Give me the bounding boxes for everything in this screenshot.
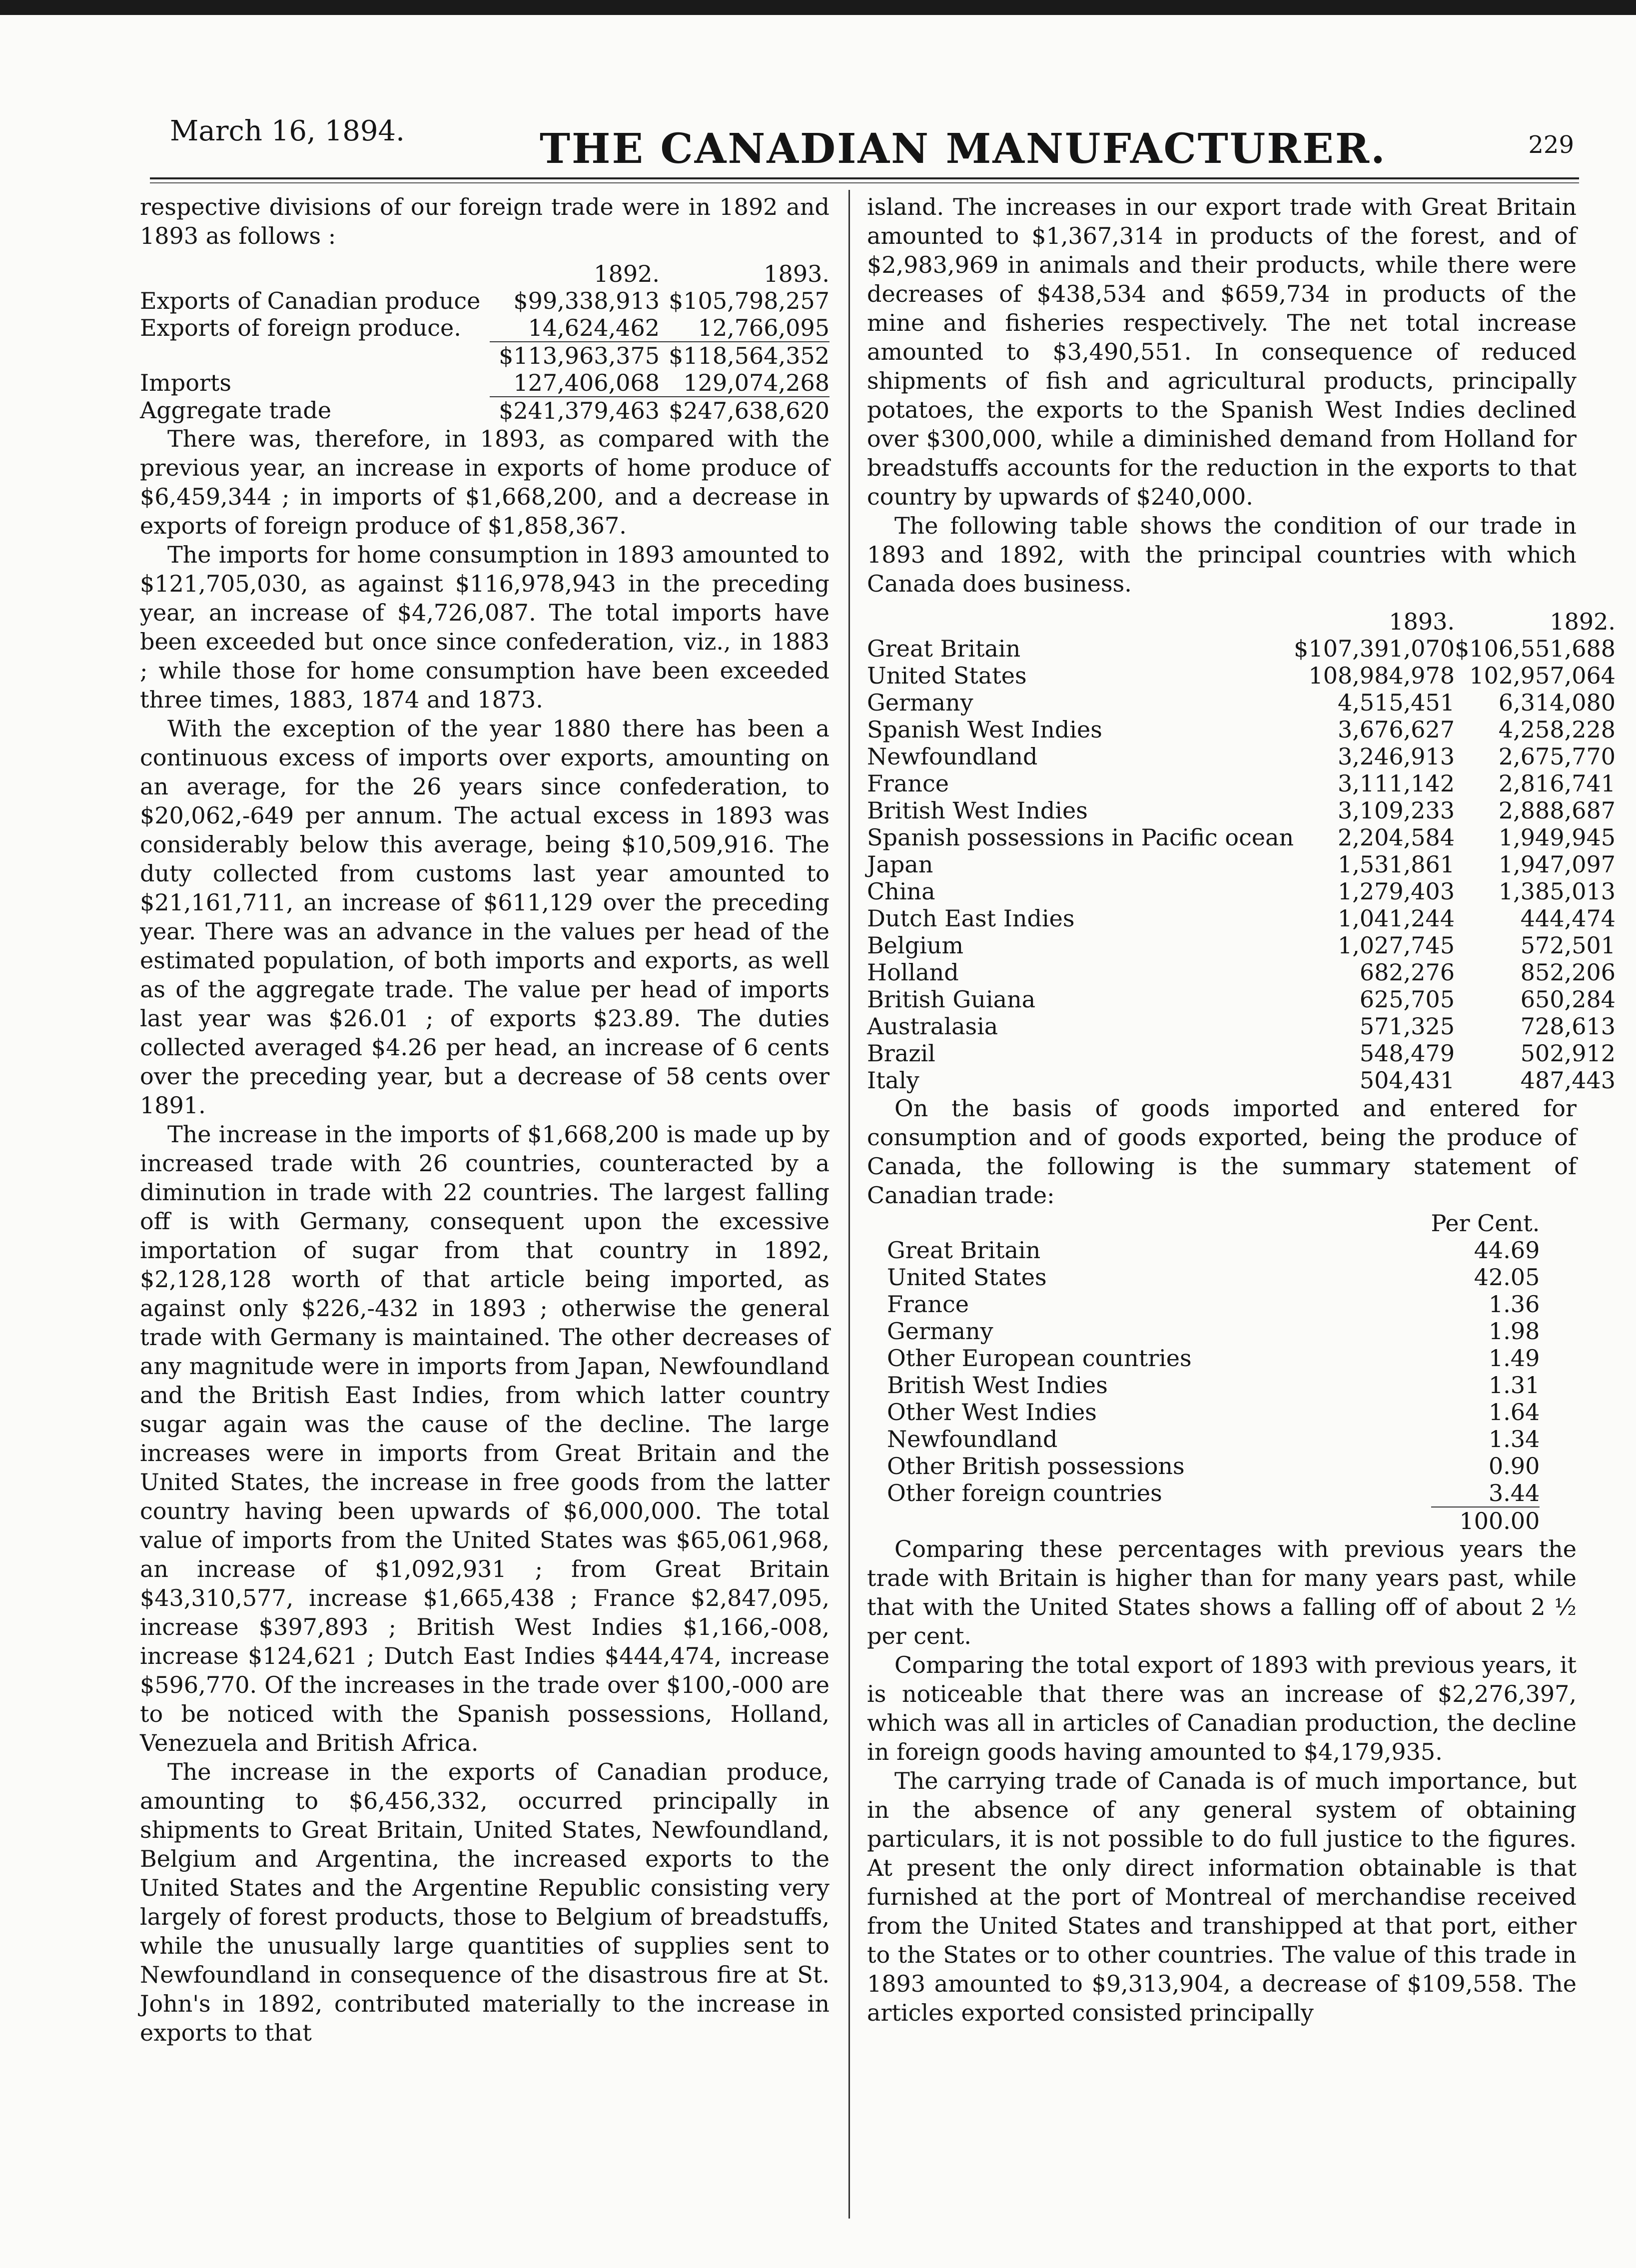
row-label: Imports: [140, 369, 232, 396]
value-1892: 852,206: [1520, 959, 1616, 986]
table-row: [867, 878, 1616, 905]
country-name: Newfoundland: [867, 743, 1038, 770]
value-1893: 1,279,403: [1337, 878, 1455, 905]
body-paragraph: island. The increases in our export trade with Great Britain amounted to $1,367,314 in products of the forest, and of $2,983,969 in animals and their products, while there were decreases of $438,534 and $659,734 in products of the mine and fisheries respectively. The net total increase amounted to $3,490,551. In consequence of reduced shipments of fish and agricultural products, principally potatoes, the exports to the Spanish West Indies declined over $300,000, while a diminished demand from Holland for breadstuffs accounts for the reduction in the exports to that country by upwards of $240,000.: [867, 193, 1577, 510]
body-paragraph: The imports for home consumption in 1893 amounted to $121,705,030, as against $116,978,943 in the preceding year, an increase of $4,726,087. The total imports have been exceeded but once since confederation, viz., in 1883 ; while those for home consumption have been exceeded three times, 1883, 1874 and 1873.: [140, 541, 829, 713]
col-1893-header: 1893.: [764, 260, 829, 287]
value-1893: 625,705: [1359, 986, 1455, 1013]
country-name: Spanish West Indies: [867, 716, 1102, 743]
table-row: [140, 314, 829, 342]
country-name: Japan: [867, 851, 933, 878]
country-name: British Guiana: [867, 986, 1036, 1013]
value-1893: 108,984,978: [1308, 662, 1455, 689]
percent-value: 1.64: [1488, 1399, 1540, 1426]
percent-total: 100.00: [1431, 1507, 1540, 1534]
row-value-1893: 129,074,268: [683, 369, 829, 396]
value-1893: 3,246,913: [1337, 743, 1455, 770]
country-name: Germany: [867, 689, 973, 716]
value-1893: 1,041,244: [1337, 905, 1455, 932]
table-row: [140, 369, 829, 397]
percent-value: 0.90: [1488, 1453, 1540, 1480]
value-1892: 6,314,080: [1498, 689, 1616, 716]
value-1893: $107,391,070: [1294, 635, 1455, 662]
table-row: [867, 1013, 1616, 1040]
country-name: British West Indies: [867, 797, 1088, 824]
value-1892: 487,443: [1520, 1067, 1616, 1094]
region-name: Other West Indies: [887, 1399, 1097, 1426]
col-1893-header: 1893.: [1389, 608, 1455, 635]
value-1892: 4,258,228: [1498, 716, 1616, 743]
table-row: [887, 1399, 1540, 1426]
issue-date: March 16, 1894.: [170, 115, 405, 147]
column-divider: [848, 190, 850, 2219]
table-row: [867, 1067, 1616, 1094]
row-label: Exports of foreign produce.: [140, 314, 461, 341]
table-row: [867, 743, 1616, 770]
subtotal-row: [140, 342, 829, 369]
table-row: [887, 1426, 1540, 1453]
country-name: China: [867, 878, 935, 905]
left-column: [140, 192, 829, 2047]
value-1892: 572,501: [1520, 932, 1616, 959]
row-value-1893: $247,638,620: [660, 397, 829, 424]
header-rule: [150, 177, 1579, 179]
percent-value: 1.31: [1488, 1372, 1540, 1399]
value-1893: 571,325: [1359, 1013, 1455, 1040]
table-row: [867, 770, 1616, 797]
percent-value: 1.49: [1488, 1345, 1540, 1372]
table-row: [867, 797, 1616, 824]
region-name: United States: [887, 1264, 1047, 1291]
percent-value: 3.44: [1488, 1480, 1540, 1507]
table-row: [140, 287, 829, 314]
total-row: [887, 1507, 1540, 1534]
country-name: Spanish possessions in Pacific ocean: [867, 824, 1294, 851]
col-1892-header: 1892.: [594, 260, 660, 287]
country-name: Brazil: [867, 1040, 935, 1067]
country-name: Holland: [867, 959, 959, 986]
header-rule-thin: [150, 182, 1579, 183]
body-paragraph: The increase in the exports of Canadian produce, amounting to $6,456,332, occurred principally in shipments to Great Britain, United States, Newfoundland, Belgium and Argentina, the increased exports to the United States and the Argentine Republic consisting very largely of forest products, those to Belgium of breadstuffs, while the unusually large quantities of supplies sent to Newfoundland in consequence of the disastrous fire at St. John's in 1892, contributed materially to the increase in exports to that: [140, 1758, 829, 2046]
aggregate-row: [140, 397, 829, 424]
row-value-1892: $241,379,463: [490, 397, 660, 424]
country-trade-table: [867, 608, 1616, 1094]
table-row: [867, 905, 1616, 932]
country-name: Australasia: [867, 1013, 998, 1040]
body-paragraph: The carrying trade of Canada is of much importance, but in the absence of any general system of obtaining particulars, it is not possible to do full justice to the figures. At present the only direct information obtainable is that furnished at the port of Montreal of merchandise received from the United States and transhipped at that port, either to the States or to other countries. The value of this trade in 1893 amounted to $9,313,904, a decrease of $109,558. The articles exported consisted principally: [867, 1767, 1577, 2026]
body-paragraph: There was, therefore, in 1893, as compared with the previous year, an increase in exports of home produce of $6,459,344 ; in imports of $1,668,200, and a decrease in exports of foreign produce of $1,858,367.: [140, 425, 829, 539]
table-row: [867, 986, 1616, 1013]
value-1892: 650,284: [1520, 986, 1616, 1013]
region-name: France: [887, 1291, 969, 1318]
value-1893: 548,479: [1359, 1040, 1455, 1067]
table-row: [867, 851, 1616, 878]
row-value-1892: $99,338,913: [513, 287, 660, 314]
country-name: Dutch East Indies: [867, 905, 1075, 932]
table-row: [887, 1453, 1540, 1480]
value-1892: 728,613: [1520, 1013, 1616, 1040]
region-name: Other foreign countries: [887, 1480, 1162, 1507]
region-name: Other European countries: [887, 1345, 1192, 1372]
body-paragraph: With the exception of the year 1880 there has been a continuous excess of imports over exports, amounting on an average, for the 26 years since confederation, to $20,062,-649 per annum. The actual excess in 1893 was considerably below this average, being $10,509,916. The duty collected from customs last year amounted to $21,161,711, an increase of $611,129 over the preceding year. There was an advance in the values per head of the estimated population, of both imports and exports, as well as of the aggregate trade. The value per head of imports last year was $26.01 ; of exports $23.89. The duties collected averaged $4.26 per head, an increase of 6 cents over the preceding year, but a decrease of 58 cents over 1891.: [140, 715, 829, 1119]
country-name: Italy: [867, 1067, 919, 1094]
value-1893: 4,515,451: [1337, 689, 1455, 716]
value-1893: 1,531,861: [1337, 851, 1455, 878]
row-value-1892: 14,624,462: [528, 314, 660, 341]
right-column: [867, 192, 1616, 2027]
region-name: Great Britain: [887, 1237, 1041, 1264]
page-header: [150, 110, 1579, 173]
value-1893: 3,676,627: [1337, 716, 1455, 743]
value-1892: 1,385,013: [1498, 878, 1616, 905]
percent-rows: [887, 1237, 1540, 1507]
col-1892-header: 1892.: [1550, 608, 1616, 635]
value-1893: 3,109,233: [1337, 797, 1455, 824]
table-row: [867, 662, 1616, 689]
country-name: United States: [867, 662, 1027, 689]
table-row: [867, 959, 1616, 986]
value-1892: 102,957,064: [1469, 662, 1616, 689]
value-1893: 3,111,142: [1337, 770, 1455, 797]
percent-value: 1.34: [1488, 1426, 1540, 1453]
row-value-1893: $105,798,257: [669, 287, 829, 314]
region-name: Germany: [887, 1318, 993, 1345]
region-name: Newfoundland: [887, 1426, 1058, 1453]
table-row: [887, 1345, 1540, 1372]
table-row: [867, 1040, 1616, 1067]
percent-value: 44.69: [1474, 1237, 1540, 1264]
row-value-1892: 127,406,068: [513, 369, 660, 396]
country-name: Great Britain: [867, 635, 1021, 662]
value-1892: 2,675,770: [1498, 743, 1616, 770]
country-name: France: [867, 770, 949, 797]
value-1893: 504,431: [1359, 1067, 1455, 1094]
table-row: [887, 1237, 1540, 1264]
percent-summary-table: [887, 1210, 1540, 1534]
publication-title: THE CANADIAN MANUFACTURER.: [540, 125, 1387, 173]
percent-value: 1.98: [1488, 1318, 1540, 1345]
value-1892: 1,949,945: [1498, 824, 1616, 851]
table-row: [887, 1318, 1540, 1345]
value-1893: 2,204,584: [1337, 824, 1455, 851]
body-paragraph: The increase in the imports of $1,668,200 is made up by increased trade with 26 countries, counteracted by a diminution in trade with 22 countries. The largest falling off is with Germany, consequent upon the excessive importation of sugar from that country in 1892, $2,128,128 worth of that article being imported, as against only $226,-432 in 1893 ; otherwise the general trade with Germany is maintained. The other decreases of any magnitude were in imports from Japan, Newfoundland and the British East Indies, from which latter country sugar again was the cause of the decline. The large increases were in imports from Great Britain and the United States, the increase in free goods from the latter country having been upwards of $6,000,000. The total value of imports from the United States was $65,061,968, an increase of $1,092,931 ; from Great Britain $43,310,577, increase $1,665,438 ; France $2,847,095, increase $397,893 ; British West Indies $1,166,-008, increase $124,621 ; Dutch East Indies $444,474, increase $596,770. Of the increases in the trade over $100,-000 are to be noticed with the Spanish possessions, Holland, Venezuela and British Africa.: [140, 1121, 829, 1756]
percent-value: 1.36: [1488, 1291, 1540, 1318]
table-row: [867, 635, 1616, 662]
table-row: [887, 1291, 1540, 1318]
page-top-edge: [0, 0, 1636, 15]
row-value-1893: 12,766,095: [698, 314, 829, 341]
subtotal-1893: $118,564,352: [660, 342, 829, 369]
country-rows: [867, 635, 1616, 1094]
value-1893: 682,276: [1359, 959, 1455, 986]
table-row: [887, 1264, 1540, 1291]
table-row: [867, 689, 1616, 716]
subtotal-1892: $113,963,375: [490, 342, 660, 369]
region-name: Other British possessions: [887, 1453, 1185, 1480]
value-1892: 2,816,741: [1498, 770, 1616, 797]
foreign-trade-table: [140, 260, 829, 424]
table-header-row: [867, 608, 1616, 635]
value-1892: $106,551,688: [1455, 635, 1616, 662]
body-paragraph: Comparing these percentages with previous years the trade with Britain is higher than for many years past, while that with the United States shows a falling off of about 2 ½ per cent.: [867, 1535, 1577, 1649]
value-1892: 444,474: [1520, 905, 1616, 932]
table-header-row: [140, 260, 829, 287]
body-paragraph: Comparing the total export of 1893 with previous years, it is noticeable that there was an increase of $2,276,397, which was all in articles of Canadian production, the decline in foreign goods having amounted to $4,179,935.: [867, 1651, 1577, 1765]
value-1892: 1,947,097: [1498, 851, 1616, 878]
body-paragraph: The following table shows the condition of our trade in 1893 and 1892, with the principal countries with which Canada does business.: [867, 512, 1577, 597]
table-row: [867, 932, 1616, 959]
table-header-row: [887, 1210, 1540, 1237]
table-row: [887, 1372, 1540, 1399]
body-paragraph: On the basis of goods imported and entered for consumption and of goods exported, being the produce of Canada, the following is the summary statement of Canadian trade:: [867, 1095, 1577, 1209]
percent-value: 42.05: [1474, 1264, 1540, 1291]
value-1893: 1,027,745: [1337, 932, 1455, 959]
page-number: 229: [1528, 131, 1574, 159]
region-name: British West Indies: [887, 1372, 1108, 1399]
table-row: [887, 1480, 1540, 1507]
row-label: Aggregate trade: [140, 397, 332, 424]
table-row: [867, 824, 1616, 851]
intro-paragraph: respective divisions of our foreign trade were in 1892 and 1893 as follows :: [140, 193, 829, 249]
value-1892: 502,912: [1520, 1040, 1616, 1067]
value-1892: 2,888,687: [1498, 797, 1616, 824]
percent-header: Per Cent.: [1431, 1210, 1540, 1237]
country-name: Belgium: [867, 932, 964, 959]
row-label: Exports of Canadian produce: [140, 287, 481, 314]
table-row: [867, 716, 1616, 743]
